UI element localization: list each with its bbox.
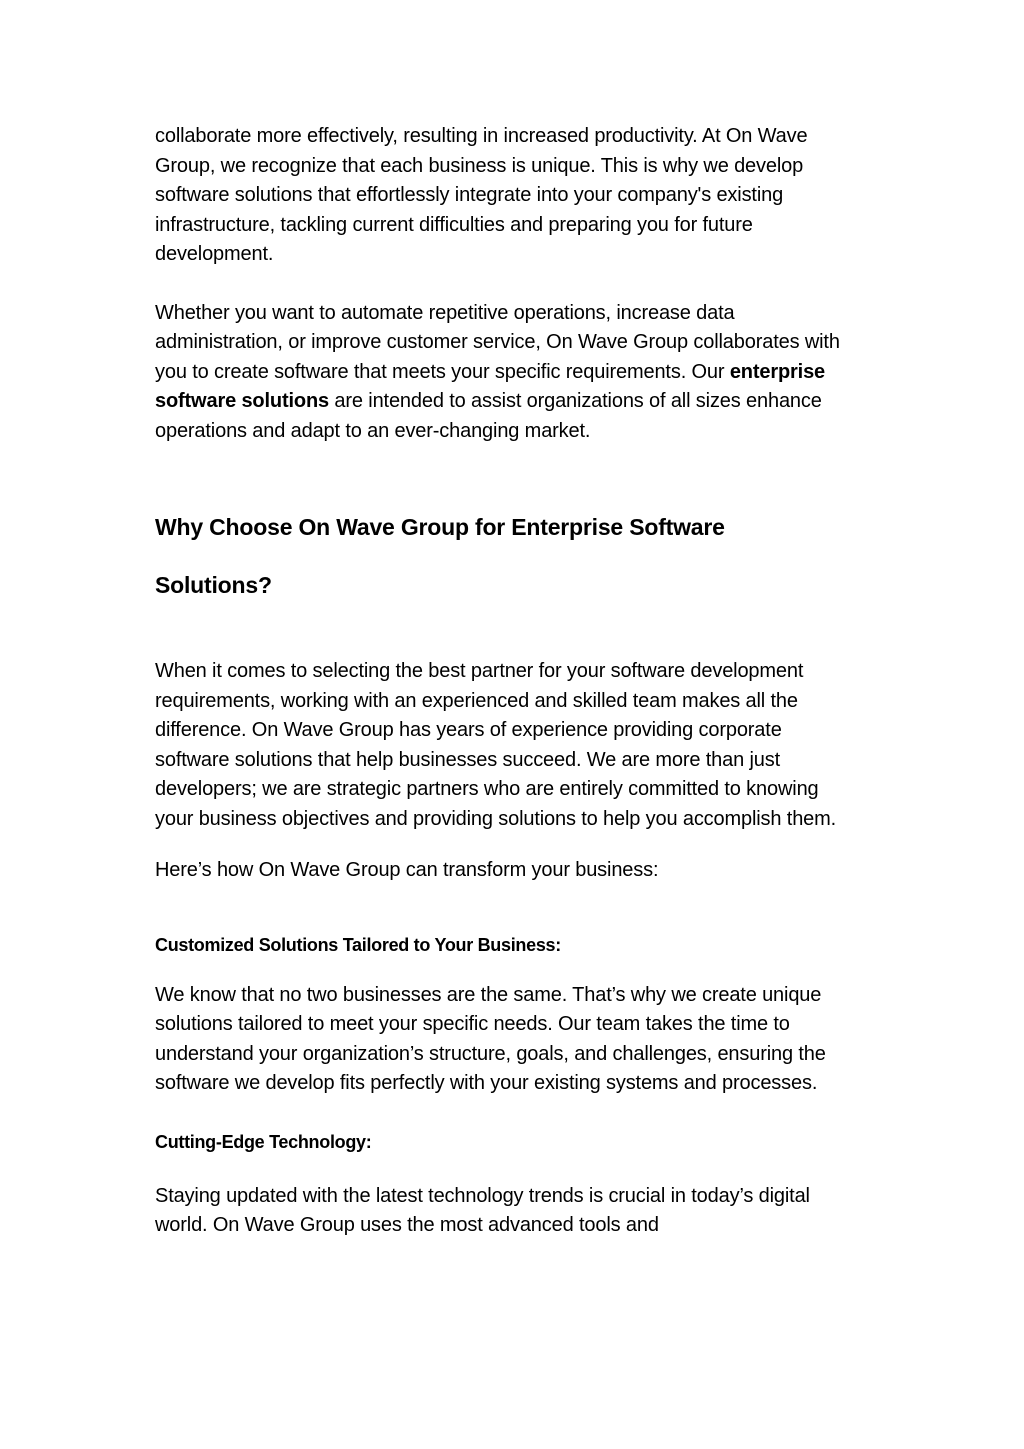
cutting-edge-technology-subheading: Cutting-Edge Technology: xyxy=(155,1131,372,1152)
technology-paragraph: Staying updated with the latest technology trends is crucial in today’s digital world. On Wave Group uses the most advanced tools and xyxy=(155,1184,810,1236)
automation-text-start: Whether you want to automate repetitive operations, increase data administration, or improve customer service, On Wave Group collaborates with you to create software that meets your specific requirements. Our xyxy=(155,301,840,383)
enterprise-software-solutions-bold: enterprise software solutions xyxy=(155,360,826,412)
why-choose-heading-line1: Why Choose On Wave Group for Enterprise Software xyxy=(155,514,725,540)
transform-paragraph: Here’s how On Wave Group can transform your business: xyxy=(155,859,659,881)
customized-solutions-paragraph: We know that no two businesses are the same. That’s why we create unique solutions tailored to meet your specific needs. Our team takes the time to understand your organization’s structure, goals, and challenges, ensuring the software we develop fits perfectly with your existing systems and processes. xyxy=(155,983,826,1094)
automation-text-end: are intended to assist organizations of all sizes enhance operations and adapt to an ever-changing market. xyxy=(155,390,822,442)
intro-paragraph: collaborate more effectively, resulting in increased productivity. At On Wave Group, we recognize that each business is unique. This is why we develop software solutions that effortlessly integrate into your company's existing infrastructure, tackling current difficulties and preparing you for future development. xyxy=(155,125,808,265)
why-choose-heading-line2: Solutions? xyxy=(155,572,272,598)
automation-paragraph xyxy=(155,299,860,447)
document-body xyxy=(155,122,860,1241)
why-choose-heading xyxy=(155,498,860,614)
customized-solutions-subheading: Customized Solutions Tailored to Your Business: xyxy=(155,934,561,955)
partner-paragraph: When it comes to selecting the best partner for your software development requirements, working with an experienced and skilled team makes all the difference. On Wave Group has years of experience providing corporate software solutions that help businesses succeed. We are more than just developers; we are strategic partners who are entirely committed to knowing your business objectives and providing solutions to help you accomplish them. xyxy=(155,660,837,830)
